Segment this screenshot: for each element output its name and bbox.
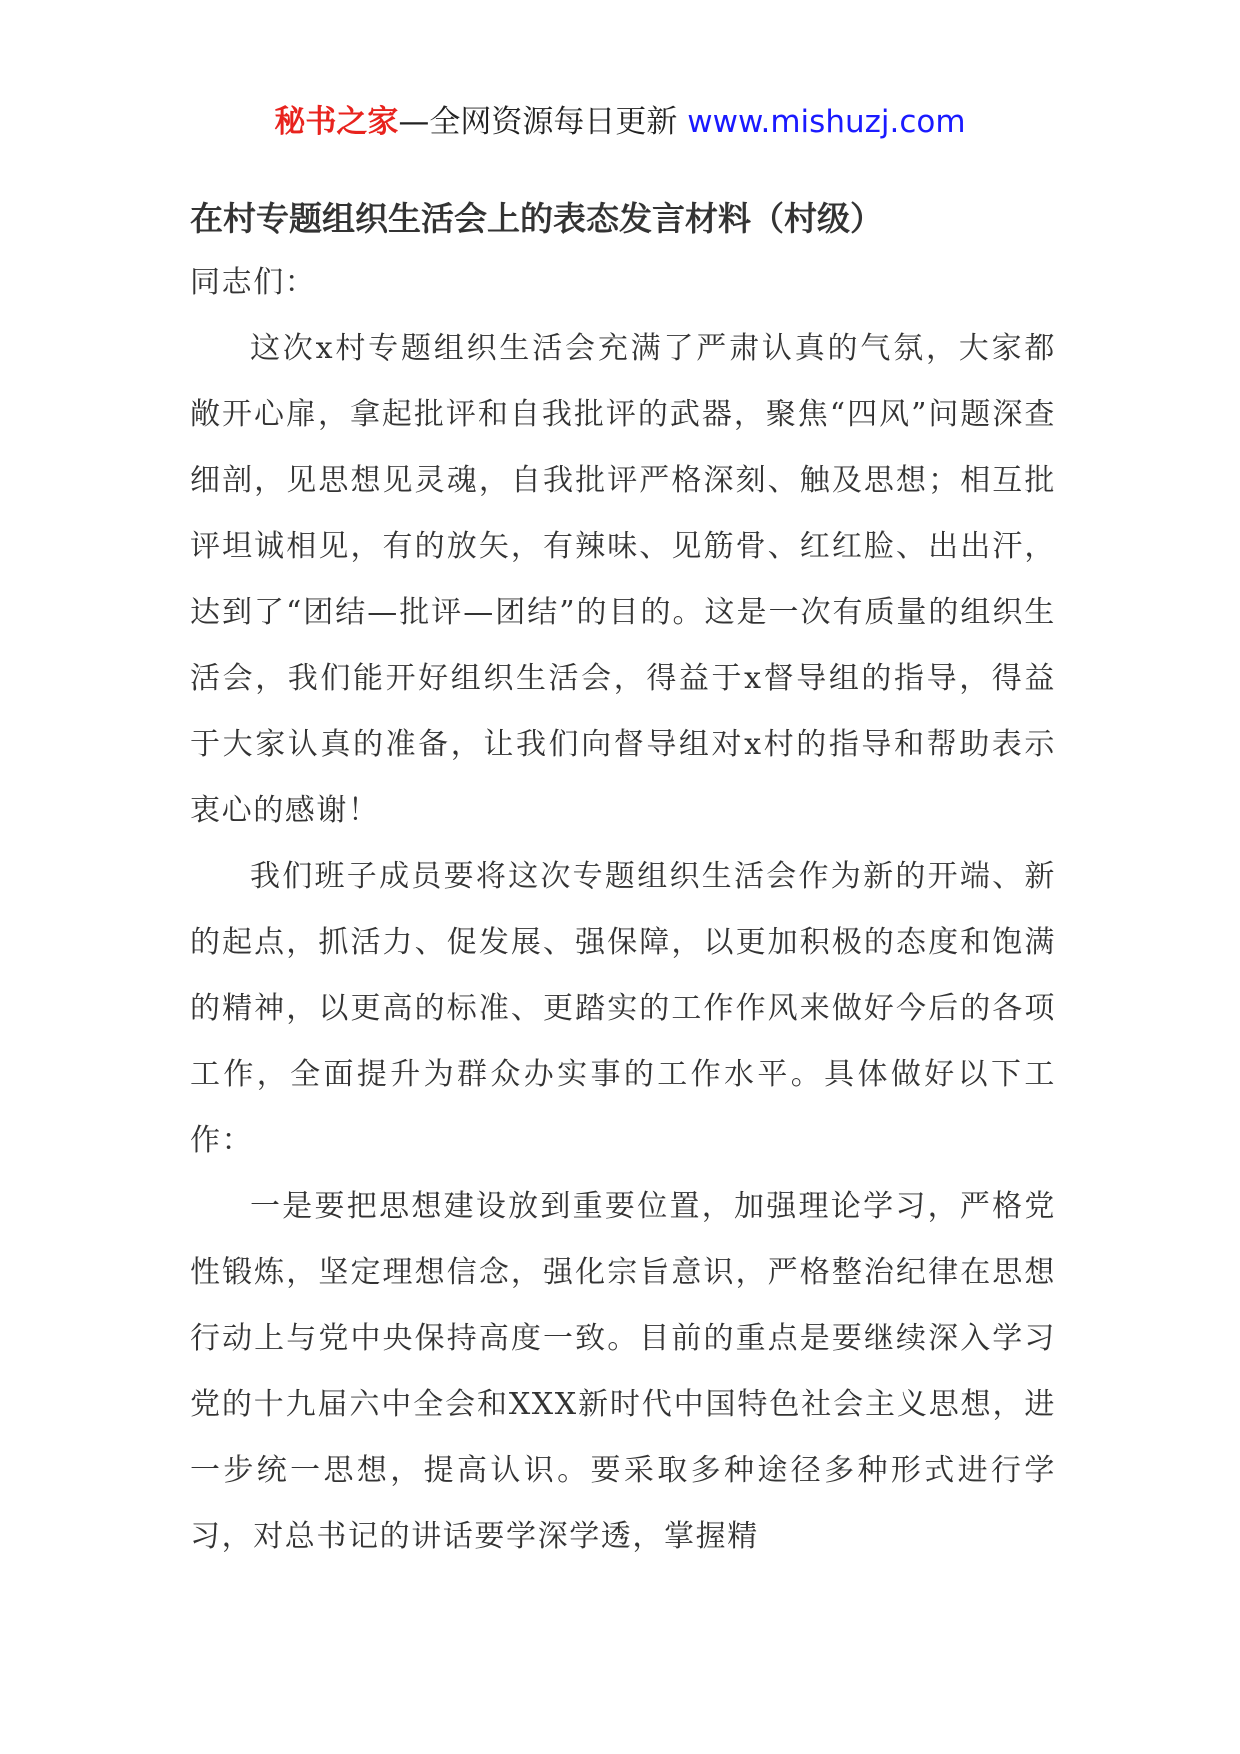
site-header [0,100,1240,144]
salutation: 同志们： [190,265,317,300]
document-body [190,250,1056,1570]
paragraph-1: 这次x村专题组织生活会充满了严肃认真的气氛，大家都敞开心扉，拿起批评和自我批评的武器，聚焦“四风”问题深查细剖，见思想见灵魂，自我批评严格深刻、触及思想；相互批评坦诚相见，有的放矢，有辣味、见筋骨、红红脸、出出汗，达到了“团结—批评—团结”的目的。这是一次有质量的组织生活会，我们能开好组织生活会，得益于x督导组的指导，得益于大家认真的准备，让我们向督导组对x村的指导和帮助表示衷心的感谢！ [190,331,1056,828]
paragraph-2: 我们班子成员要将这次专题组织生活会作为新的开端、新的起点，抓活力、促发展、强保障，以更加积极的态度和饱满的精神，以更高的标准、更踏实的工作作风来做好今后的各项工作，全面提升为群众办实事的工作水平。具体做好以下工作： [190,859,1056,1158]
header-tagline: —全网资源每日更新 [398,104,688,140]
document-title: 在村专题组织生活会上的表态发言材料（村级） [190,199,883,238]
paragraph-3: 一是要把思想建设放到重要位置，加强理论学习，严格党性锻炼，坚定理想信念，强化宗旨意识，严格整治纪律在思想行动上与党中央保持高度一致。目前的重点是要继续深入学习党的十九届六中全会和XXX新时代中国特色社会主义思想，进一步统一思想，提高认识。要采取多种途径多种形式进行学习，对总书记的讲话要学深学透，掌握精 [190,1189,1056,1554]
brand-name: 秘书之家 [274,104,399,140]
site-url-link[interactable]: www.mishuzj.com [687,104,966,140]
